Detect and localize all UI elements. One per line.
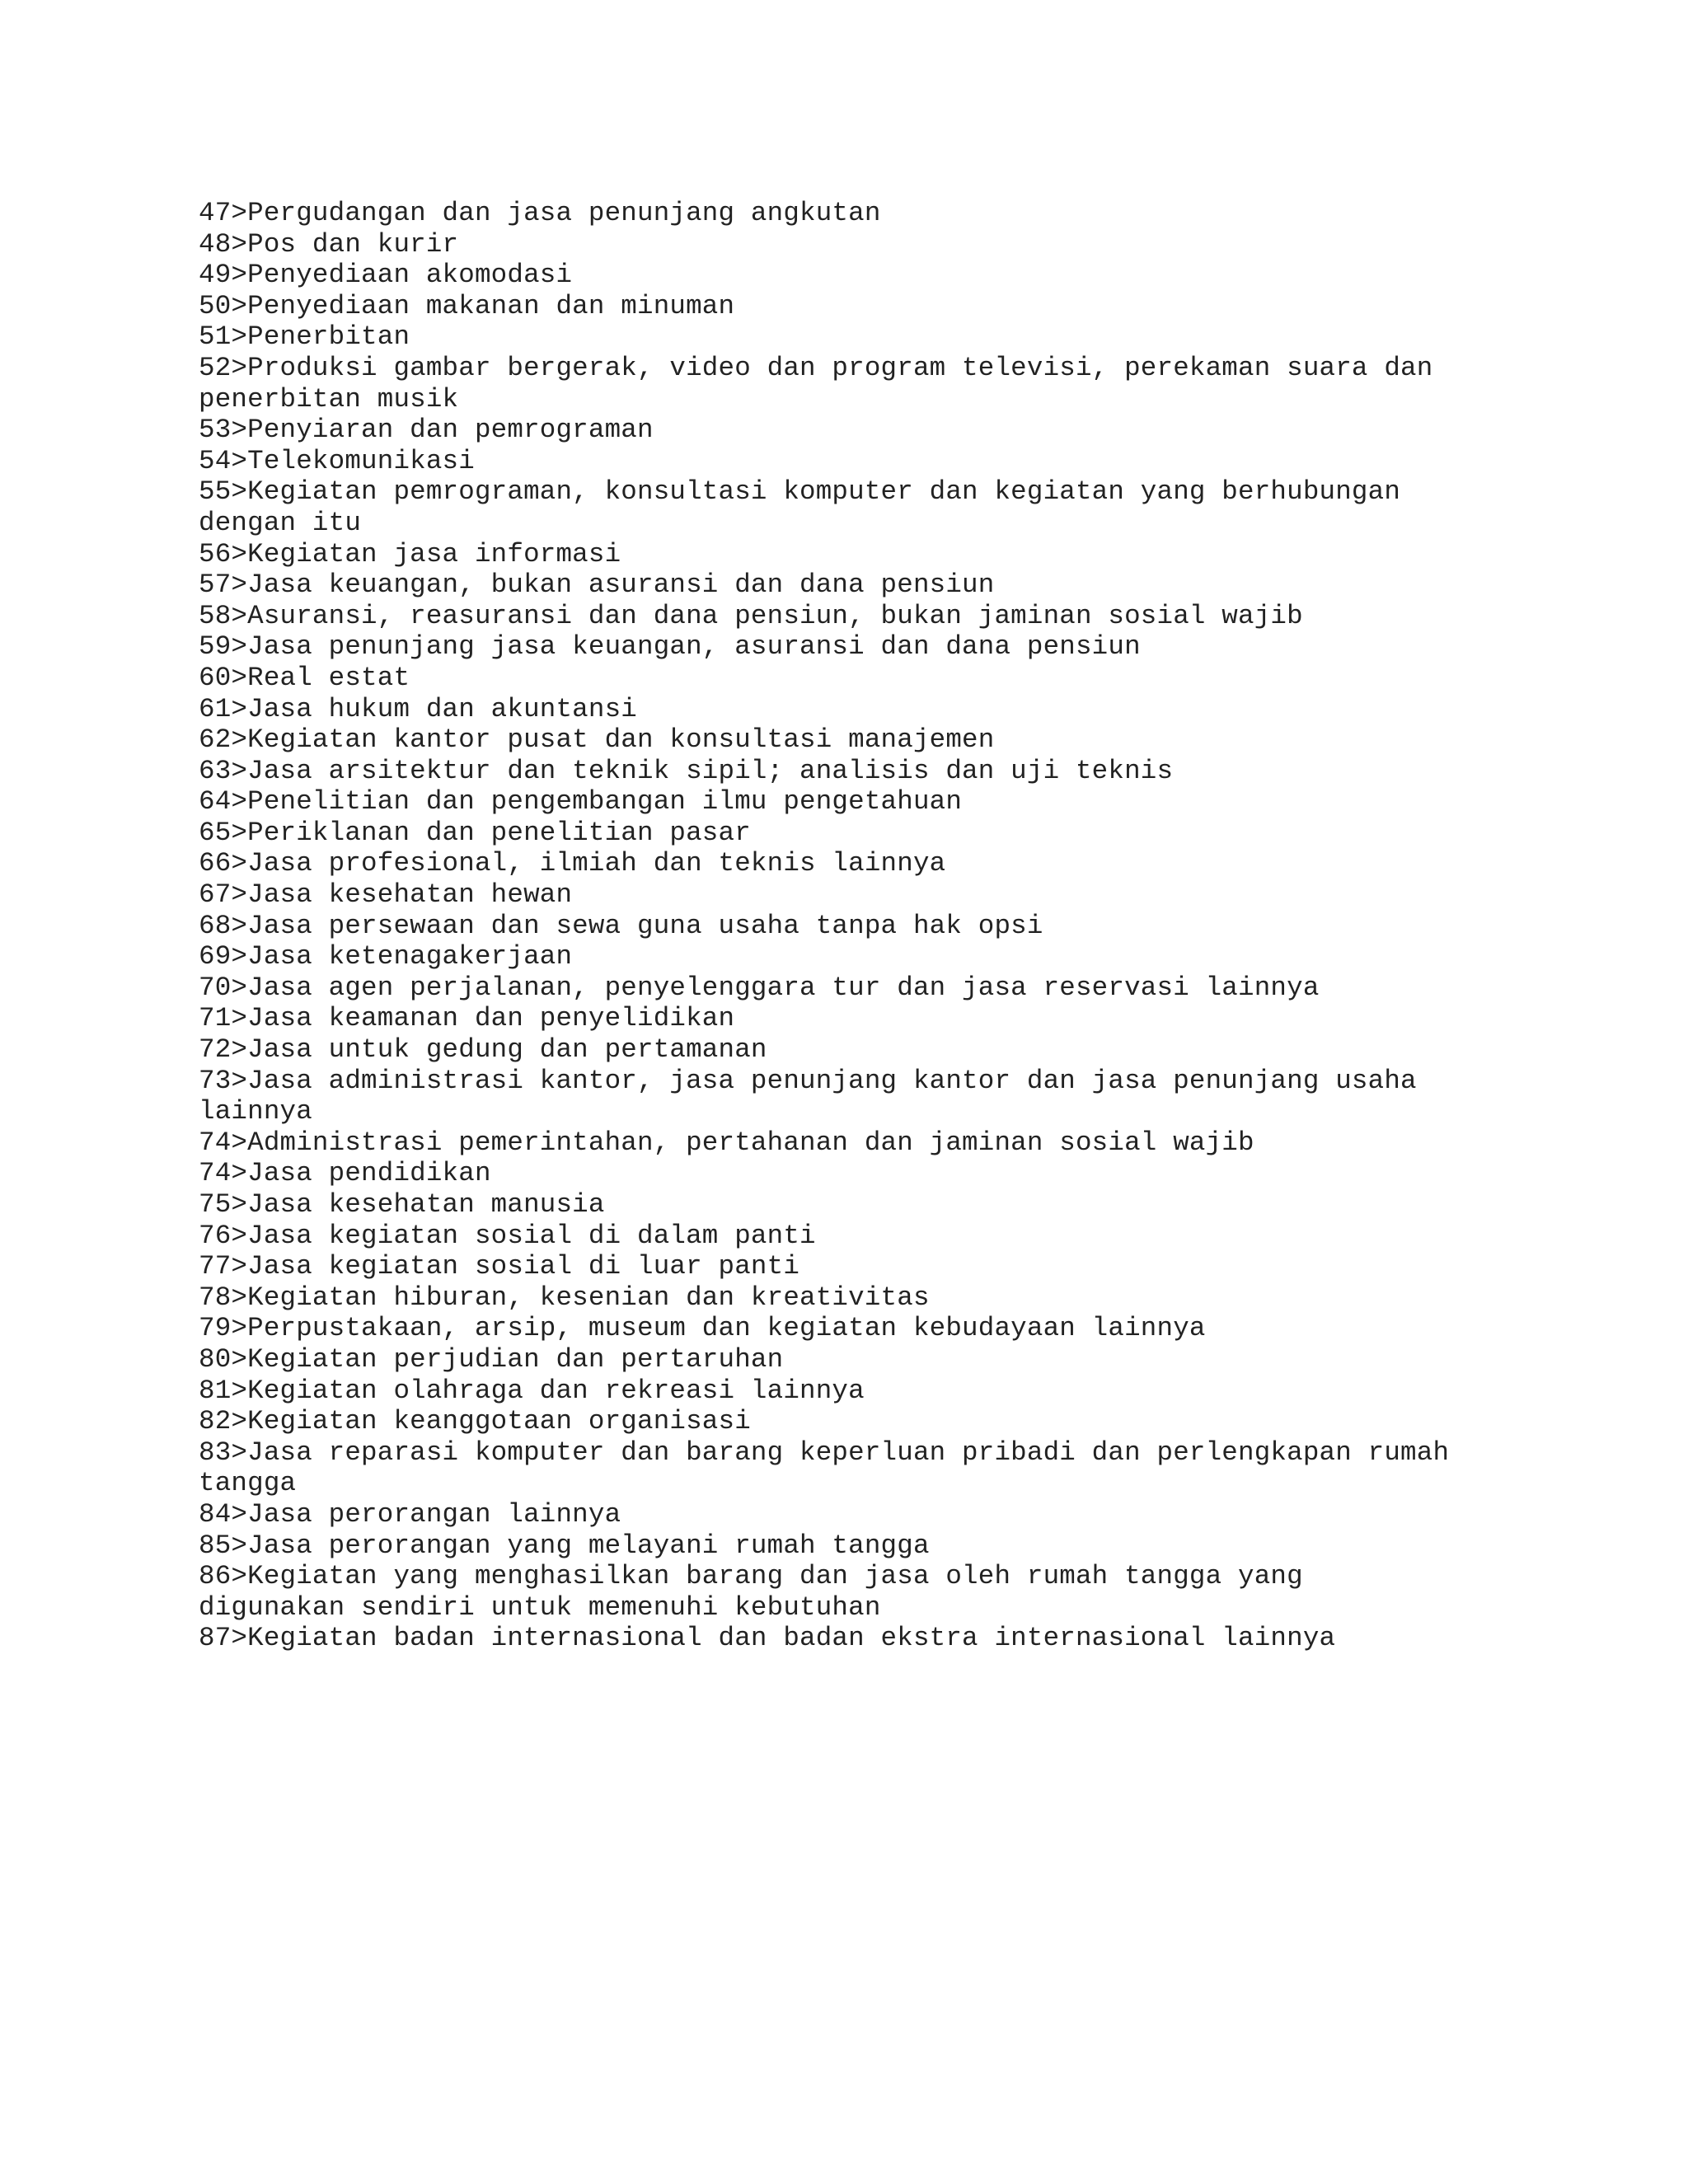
list-entry: 84>Jasa perorangan lainnya bbox=[199, 1498, 621, 1530]
list-entry: 77>Jasa kegiatan sosial di luar panti bbox=[199, 1251, 800, 1282]
list-entry: 50>Penyediaan makanan dan minuman bbox=[199, 290, 735, 321]
list-entry: 54>Telekomunikasi bbox=[199, 445, 475, 476]
list-entry: 57>Jasa keuangan, bukan asuransi dan dana pensiun bbox=[199, 569, 995, 601]
list-entry: 56>Kegiatan jasa informasi bbox=[199, 538, 621, 569]
list-entry: 72>Jasa untuk gedung dan pertamanan bbox=[199, 1034, 767, 1066]
list-entry: 49>Penyediaan akomodasi bbox=[199, 260, 573, 291]
list-entry: 51>Penerbitan bbox=[199, 321, 410, 353]
list-entry: 86>Kegiatan yang menghasilkan barang dan jasa oleh rumah tangga yang digunakan sendiri untuk memenuhi kebutuhan bbox=[199, 1561, 1303, 1623]
list-entry: 70>Jasa agen perjalanan, penyelenggara tur dan jasa reservasi lainnya bbox=[199, 972, 1320, 1003]
list-entry: 83>Jasa reparasi komputer dan barang keperluan pribadi dan perlengkapan rumah tangga bbox=[199, 1436, 1450, 1499]
list-entry: 63>Jasa arsitektur dan teknik sipil; analisis dan uji teknis bbox=[199, 755, 1174, 786]
list-entry: 55>Kegiatan pemrograman, konsultasi komputer dan kegiatan yang berhubungan dengan itu bbox=[199, 476, 1401, 538]
list-entry: 74>Jasa pendidikan bbox=[199, 1158, 491, 1189]
list-entry: 47>Pergudangan dan jasa penunjang angkutan bbox=[199, 198, 881, 228]
list-entry: 59>Jasa penunjang jasa keuangan, asuransi dan dana pensiun bbox=[199, 631, 1141, 663]
list-entry: 61>Jasa hukum dan akuntansi bbox=[199, 693, 637, 724]
list-entry: 62>Kegiatan kantor pusat dan konsultasi manajemen bbox=[199, 724, 995, 756]
list-entry: 58>Asuransi, reasuransi dan dana pensiun, bukan jaminan sosial wajib bbox=[199, 600, 1303, 631]
list-entry: 73>Jasa administrasi kantor, jasa penunjang kantor dan jasa penunjang usaha lainnya bbox=[199, 1065, 1417, 1127]
list-entry: 74>Administrasi pemerintahan, pertahanan dan jaminan sosial wajib bbox=[199, 1127, 1254, 1158]
list-entry: 67>Jasa kesehatan hewan bbox=[199, 879, 573, 911]
list-entry: 79>Perpustakaan, arsip, museum dan kegiatan kebudayaan lainnya bbox=[199, 1313, 1206, 1344]
list-entry: 81>Kegiatan olahraga dan rekreasi lainnya bbox=[199, 1375, 865, 1406]
list-entry: 60>Real estat bbox=[199, 662, 410, 693]
classification-list bbox=[199, 198, 1501, 1654]
list-entry: 66>Jasa profesional, ilmiah dan teknis lainnya bbox=[199, 848, 946, 879]
list-entry: 53>Penyiaran dan pemrograman bbox=[199, 415, 654, 446]
list-entry: 76>Jasa kegiatan sosial di dalam panti bbox=[199, 1220, 816, 1251]
list-entry: 80>Kegiatan perjudian dan pertaruhan bbox=[199, 1343, 784, 1375]
list-entry: 52>Produksi gambar bergerak, video dan program televisi, perekaman suara dan penerbitan musik bbox=[199, 352, 1433, 415]
list-entry: 68>Jasa persewaan dan sewa guna usaha tanpa hak opsi bbox=[199, 910, 1043, 941]
list-entry: 69>Jasa ketenagakerjaan bbox=[199, 941, 573, 972]
list-entry: 65>Periklanan dan penelitian pasar bbox=[199, 817, 751, 848]
list-entry: 48>Pos dan kurir bbox=[199, 228, 459, 260]
list-entry: 87>Kegiatan badan internasional dan badan ekstra internasional lainnya bbox=[199, 1623, 1336, 1654]
list-entry: 64>Penelitian dan pengembangan ilmu pengetahuan bbox=[199, 786, 963, 818]
list-entry: 75>Jasa kesehatan manusia bbox=[199, 1189, 605, 1220]
list-entry: 82>Kegiatan keanggotaan organisasi bbox=[199, 1406, 751, 1437]
list-entry: 78>Kegiatan hiburan, kesenian dan kreativitas bbox=[199, 1282, 930, 1313]
list-entry: 85>Jasa perorangan yang melayani rumah tangga bbox=[199, 1530, 930, 1561]
list-entry: 71>Jasa keamanan dan penyelidikan bbox=[199, 1003, 735, 1034]
